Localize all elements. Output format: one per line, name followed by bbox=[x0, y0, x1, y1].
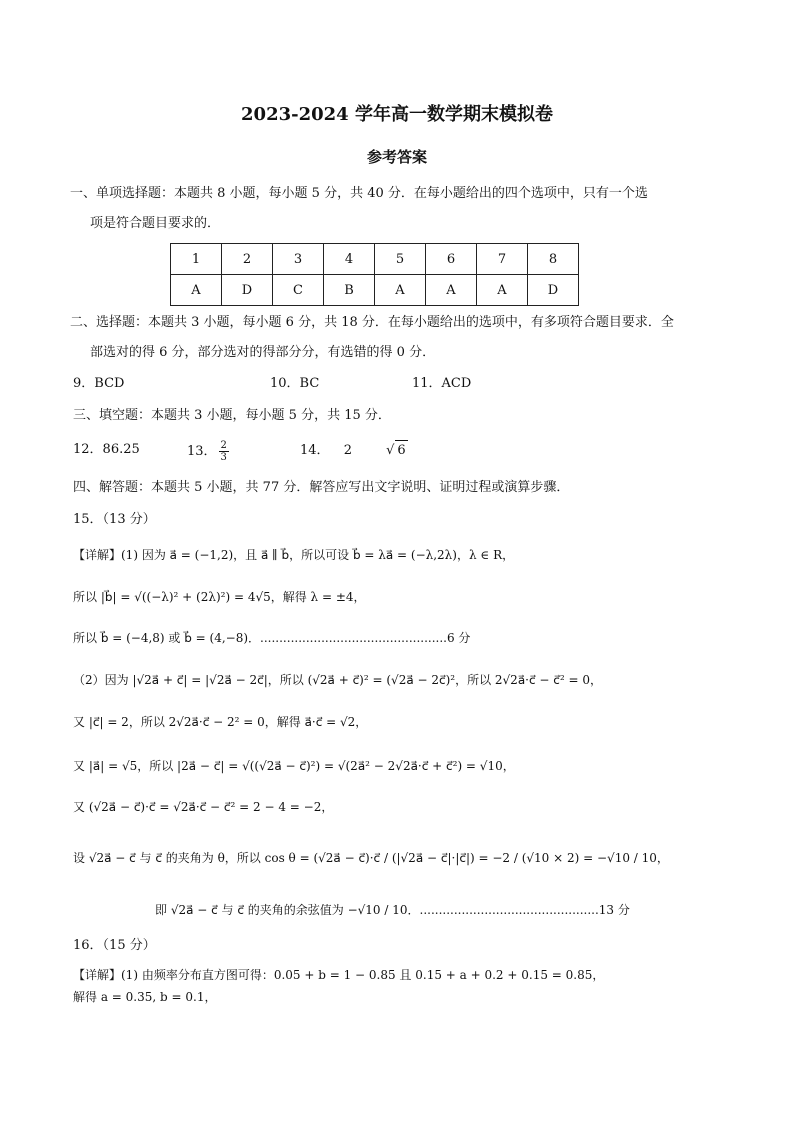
answer-q11: 11．ACD bbox=[412, 376, 472, 391]
sqrt-symbol: √ bbox=[386, 443, 395, 458]
q15-solution-line3: 所以 b⃗ = (−4,8) 或 b⃗ = (4,−8)．.................................................6 分 bbox=[73, 631, 471, 645]
answer-q9: 9．BCD bbox=[73, 376, 125, 391]
q15-solution-line2: 所以 |b⃗| = √((−λ)² + (2λ)²) = 4√5，解得 λ = ±4， bbox=[73, 590, 366, 604]
part2-instruction-line2: 部选对的得 6 分，部分选对的得部分分，有选错的得 0 分． bbox=[90, 345, 436, 360]
q15-solution-line6: 又 |a⃗| = √5，所以 |2a⃗ − c⃗| = √((√2a⃗ − c⃗)²) = √(2a⃗² − 2√2a⃗·c⃗ + c⃗²) = √10， bbox=[73, 759, 515, 773]
q13-fraction bbox=[219, 440, 229, 463]
q14-answer-a: 2 bbox=[343, 443, 352, 458]
question-number-cell: 5 bbox=[375, 244, 426, 275]
q14-answer-b: 6 bbox=[395, 440, 407, 461]
q15-solution-line5: 又 |c⃗| = 2，所以 2√2a⃗·c⃗ − 2² = 0，解得 a⃗·c⃗ = √2， bbox=[73, 715, 368, 729]
answer-table-answer-row bbox=[171, 275, 579, 306]
question-number-cell: 1 bbox=[171, 244, 222, 275]
question-number-cell: 7 bbox=[477, 244, 528, 275]
part2-instruction-line1: 二、选择题：本题共 3 小题，每小题 6 分，共 18 分．在每小题给出的选项中，有多项符合题目要求．全 bbox=[70, 315, 674, 330]
part1-instruction-line1: 一、单项选择题：本题共 8 小题，每小题 5 分，共 40 分．在每小题给出的四个选项中，只有一个选 bbox=[70, 186, 648, 201]
answer-cell: D bbox=[528, 275, 579, 306]
answer-table-number-row bbox=[171, 244, 579, 275]
q13-denominator: 3 bbox=[220, 452, 227, 463]
question-number-cell: 4 bbox=[324, 244, 375, 275]
part4-instruction: 四、解答题：本题共 5 小题，共 77 分．解答应写出文字说明、证明过程或演算步骤． bbox=[73, 480, 570, 495]
q13-numerator: 2 bbox=[220, 440, 227, 451]
q15-heading: 15．（13 分） bbox=[73, 512, 156, 527]
q15-solution-line4: （2）因为 |√2a⃗ + c⃗| = |√2a⃗ − 2c⃗|，所以 (√2a⃗ + c⃗)² = (√2a⃗ − 2c⃗)²，所以 2√2a⃗·c⃗ − c⃗² = 0， bbox=[73, 673, 602, 687]
answer-cell: D bbox=[222, 275, 273, 306]
part3-instruction: 三、填空题：本题共 3 小题，每小题 5 分，共 15 分． bbox=[73, 408, 391, 423]
q15-solution-line1: 【详解】(1) 因为 a⃗ = (−1,2)，且 a⃗ ∥ b⃗，所以可设 b⃗ = λa⃗ = (−λ,2λ)，λ ∈ R， bbox=[73, 548, 515, 562]
q15-solution-line9: 即 √2a⃗ − c⃗ 与 c⃗ 的夹角的余弦值为 −√10 / 10．...............................................13 分 bbox=[155, 903, 630, 917]
question-number-cell: 3 bbox=[273, 244, 324, 275]
answer-q10: 10．BC bbox=[270, 376, 320, 391]
q15-solution-line7: 又 (√2a⃗ − c⃗)·c⃗ = √2a⃗·c⃗ − c⃗² = 2 − 4 = −2， bbox=[73, 800, 334, 814]
answer-q12: 12．86.25 bbox=[73, 442, 140, 457]
q13-label: 13． bbox=[187, 444, 217, 459]
page-subtitle: 参考答案 bbox=[366, 148, 427, 166]
answer-cell: B bbox=[324, 275, 375, 306]
answer-cell: A bbox=[171, 275, 222, 306]
answer-table bbox=[170, 243, 579, 306]
question-number-cell: 6 bbox=[426, 244, 477, 275]
q15-solution-line8: 设 √2a⃗ − c⃗ 与 c⃗ 的夹角为 θ，所以 cos θ = (√2a⃗ − c⃗)·c⃗ / (|√2a⃗ − c⃗|·|c⃗|) = −2 / (√10 × 2) = −√10 / 10， bbox=[73, 851, 669, 865]
part1-instruction-line2: 项是符合题目要求的． bbox=[90, 216, 221, 231]
q16-solution-line2: 解得 a = 0.35, b = 0.1， bbox=[73, 990, 217, 1004]
answer-cell: A bbox=[375, 275, 426, 306]
question-number-cell: 2 bbox=[222, 244, 273, 275]
answer-cell: C bbox=[273, 275, 324, 306]
answer-cell: A bbox=[477, 275, 528, 306]
answer-q13 bbox=[187, 440, 231, 463]
question-number-cell: 8 bbox=[528, 244, 579, 275]
page-title: 2023-2024 学年高一数学期末模拟卷 bbox=[241, 104, 553, 125]
q16-heading: 16．（15 分） bbox=[73, 938, 156, 953]
answer-q14 bbox=[300, 440, 408, 461]
q14-label: 14． bbox=[300, 443, 330, 458]
q16-solution-line1: 【详解】(1) 由频率分布直方图可得：0.05 + b = 1 − 0.85 且 0.15 + a + 0.2 + 0.15 = 0.85， bbox=[73, 968, 605, 982]
answer-cell: A bbox=[426, 275, 477, 306]
